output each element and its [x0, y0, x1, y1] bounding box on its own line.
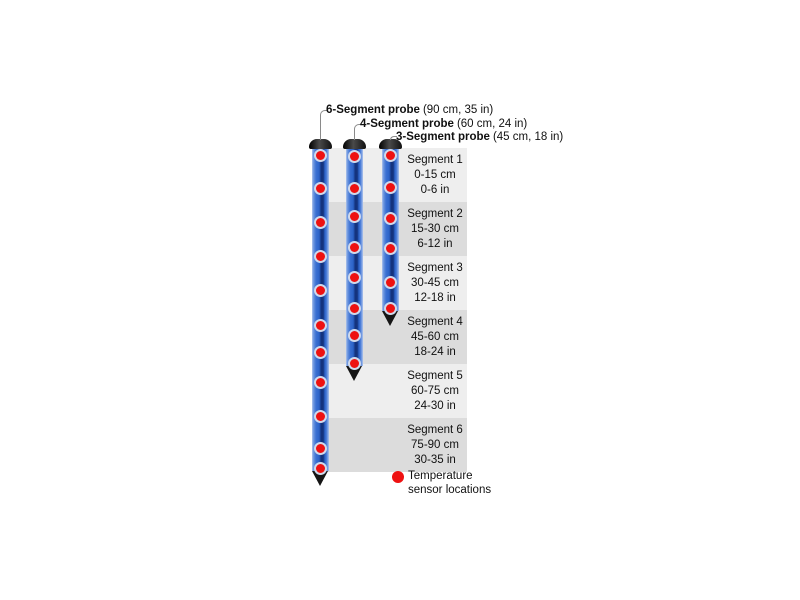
legend-label-line1: Temperature — [408, 470, 473, 482]
temperature-sensor-dot — [348, 182, 361, 195]
probe-6seg-label-name: 6-Segment probe — [326, 104, 420, 116]
temperature-sensor-dot — [348, 302, 361, 315]
temperature-sensor-dot — [348, 271, 361, 284]
segment-6-depth-cm: 75-90 cm — [411, 439, 459, 451]
segment-1-label — [385, 153, 485, 198]
segment-2-name: Segment 2 — [407, 208, 463, 220]
temperature-sensor-dot — [314, 250, 327, 263]
segment-1-depth-in: 0-6 in — [420, 184, 450, 196]
temperature-sensor-dot — [348, 357, 361, 370]
segment-2-label — [385, 207, 485, 252]
probe-6seg-body — [312, 149, 329, 471]
temperature-sensor-dot — [314, 462, 327, 475]
probe-6seg-label — [326, 104, 493, 116]
temperature-sensor-dot — [314, 442, 327, 455]
segment-5-name: Segment 5 — [407, 370, 463, 382]
segment-6-depth-in: 30-35 in — [414, 454, 456, 466]
segment-2-depth-cm: 15-30 cm — [411, 223, 459, 235]
temperature-sensor-dot — [384, 276, 397, 289]
temperature-sensor-dot — [384, 181, 397, 194]
segment-6-label — [385, 423, 485, 468]
legend-label-line2: sensor locations — [408, 484, 492, 496]
segment-2-depth-in: 6-12 in — [417, 238, 453, 250]
temperature-sensor-dot — [314, 216, 327, 229]
legend-temperature-dot-icon — [392, 471, 404, 483]
temperature-sensor-dot — [314, 410, 327, 423]
probe-6seg-cap — [309, 139, 332, 149]
temperature-sensor-dot — [384, 242, 397, 255]
probe-3seg-label-name: 3-Segment probe — [396, 131, 490, 143]
temperature-sensor-dot — [384, 149, 397, 162]
segment-4-label — [385, 315, 485, 360]
probe-4seg-cap — [343, 139, 366, 149]
temperature-sensor-dot — [314, 346, 327, 359]
probe-4seg-label — [360, 118, 527, 130]
segment-1-name: Segment 1 — [407, 154, 463, 166]
segment-3-name: Segment 3 — [407, 262, 463, 274]
temperature-sensor-dot — [384, 302, 397, 315]
segment-5-label — [385, 369, 485, 414]
temperature-sensor-dot — [384, 212, 397, 225]
segment-5-depth-in: 24-30 in — [414, 400, 456, 412]
segment-3-depth-cm: 30-45 cm — [411, 277, 459, 289]
segment-4-name: Segment 4 — [407, 316, 463, 328]
probe-4seg-label-name: 4-Segment probe — [360, 118, 454, 130]
segment-3-depth-in: 12-18 in — [414, 292, 456, 304]
temperature-sensor-dot — [314, 284, 327, 297]
segment-3-label — [385, 261, 485, 306]
segment-5-depth-cm: 60-75 cm — [411, 385, 459, 397]
legend-label — [408, 469, 491, 497]
temperature-sensor-dot — [348, 210, 361, 223]
probe-3seg-label-detail: (45 cm, 18 in) — [492, 131, 564, 143]
probe-4seg-label-detail: (60 cm, 24 in) — [456, 118, 528, 130]
temperature-sensor-dot — [348, 329, 361, 342]
temperature-sensor-dot — [314, 182, 327, 195]
temperature-sensor-dot — [314, 376, 327, 389]
temperature-sensor-dot — [314, 319, 327, 332]
segment-6-name: Segment 6 — [407, 424, 463, 436]
probe-6seg-label-detail: (90 cm, 35 in) — [422, 104, 494, 116]
temperature-sensor-dot — [348, 241, 361, 254]
temperature-sensor-dot — [348, 150, 361, 163]
probe-3seg-label — [396, 131, 563, 143]
segment-4-depth-cm: 45-60 cm — [411, 331, 459, 343]
temperature-sensor-dot — [314, 149, 327, 162]
segment-4-depth-in: 18-24 in — [414, 346, 456, 358]
segment-1-depth-cm: 0-15 cm — [414, 169, 456, 181]
